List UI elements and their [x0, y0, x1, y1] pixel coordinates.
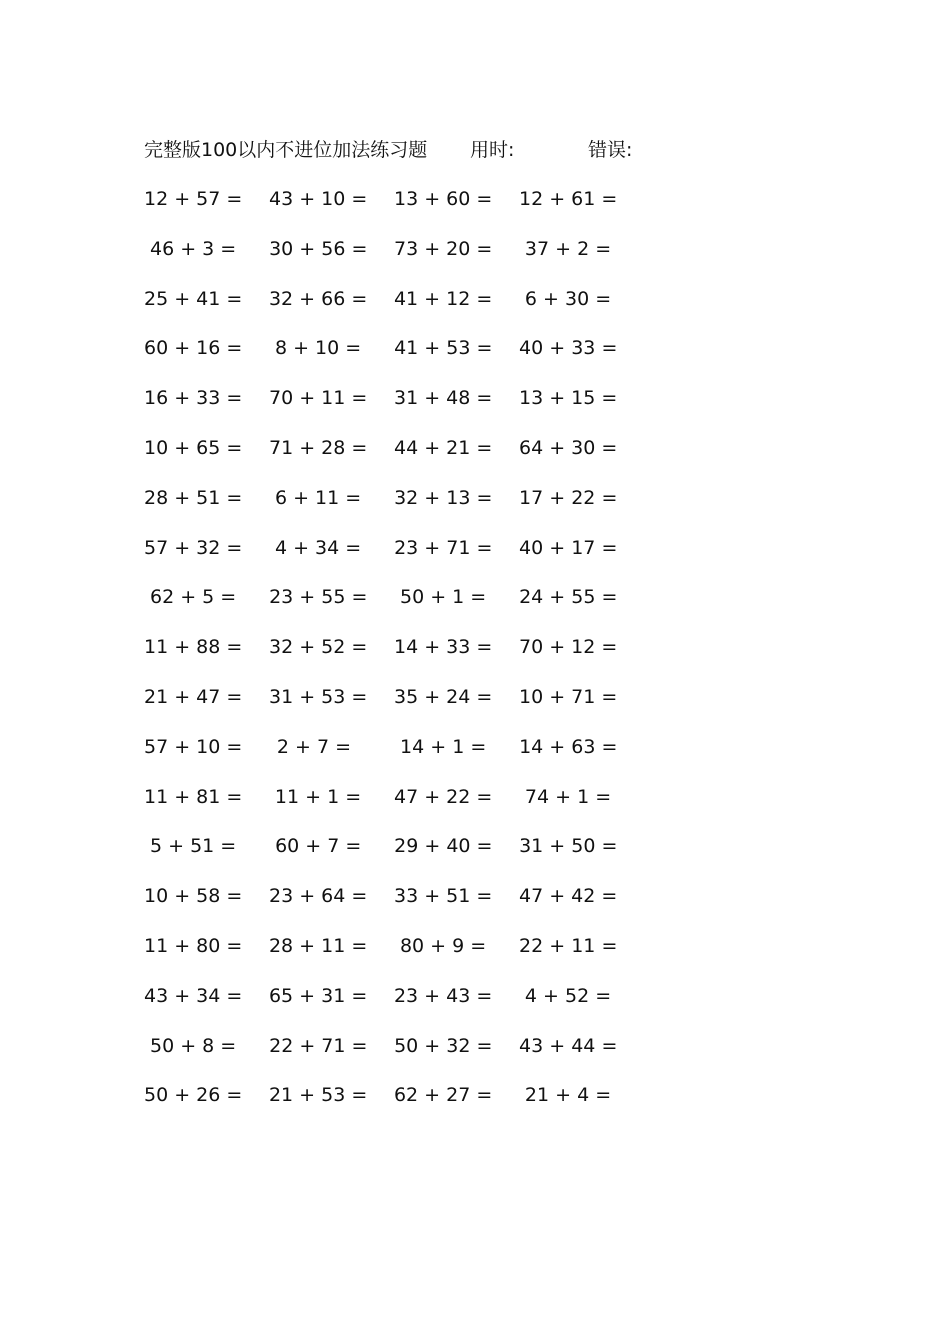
addition-problem: 47 + 42 = [519, 885, 618, 908]
addition-problem: 10 + 71 = [519, 685, 618, 708]
addition-problem: 21 + 4 = [524, 1084, 612, 1107]
addition-problem: 35 + 24 = [394, 685, 493, 708]
problem-row [144, 234, 644, 284]
addition-problem: 50 + 8 = [150, 1034, 237, 1057]
problem-row [144, 881, 644, 931]
addition-problem: 44 + 21 = [394, 436, 493, 459]
addition-problem: 32 + 66 = [268, 287, 368, 310]
addition-problem: 22 + 71 = [269, 1034, 368, 1057]
errors-label: 错误: [588, 139, 633, 161]
addition-problem: 23 + 71 = [394, 536, 493, 559]
addition-problem: 11 + 80 = [144, 934, 243, 957]
addition-problem: 23 + 43 = [393, 984, 493, 1007]
addition-problem: 6 + 11 = [274, 486, 362, 509]
time-used-label: 用时: [470, 139, 515, 161]
addition-problem: 11 + 88 = [144, 636, 243, 659]
addition-problem: 29 + 40 = [394, 835, 493, 858]
addition-problem: 31 + 53 = [269, 685, 368, 708]
addition-problem: 5 + 51 = [150, 835, 237, 858]
addition-problem: 11 + 1 = [274, 785, 362, 808]
addition-problem: 12 + 61 = [519, 188, 618, 210]
addition-problem: 10 + 58 = [144, 885, 243, 908]
problem-row [144, 383, 644, 433]
addition-problem: 46 + 3 = [150, 237, 237, 260]
addition-problem: 28 + 11 = [268, 934, 368, 957]
addition-problem: 80 + 9 = [399, 934, 487, 957]
addition-problem: 14 + 1 = [400, 735, 487, 758]
addition-problem: 32 + 52 = [269, 636, 368, 659]
problem-grid [144, 184, 644, 1130]
problem-row [144, 483, 644, 533]
addition-problem: 74 + 1 = [524, 785, 612, 808]
addition-problem: 43 + 34 = [144, 984, 243, 1007]
addition-problem: 23 + 55 = [269, 586, 368, 609]
addition-problem: 43 + 10 = [269, 188, 368, 210]
problem-row [144, 533, 644, 583]
addition-problem: 24 + 55 = [519, 586, 618, 609]
addition-problem: 50 + 32 = [394, 1034, 493, 1057]
addition-problem: 22 + 11 = [519, 934, 618, 957]
problem-row [144, 782, 644, 832]
addition-problem: 50 + 1 = [400, 586, 487, 609]
addition-problem: 12 + 57 = [144, 188, 243, 210]
problem-row [144, 732, 644, 782]
problem-row [144, 981, 644, 1031]
addition-problem: 4 + 34 = [274, 536, 362, 559]
addition-problem: 30 + 56 = [269, 237, 368, 260]
addition-problem: 73 + 20 = [394, 237, 493, 260]
problem-row [144, 931, 644, 981]
addition-problem: 71 + 28 = [269, 436, 368, 459]
problem-row [144, 184, 644, 234]
addition-problem: 31 + 50 = [519, 835, 618, 858]
addition-problem: 33 + 51 = [394, 885, 493, 908]
addition-problem: 2 + 7 = [276, 735, 352, 758]
problem-row [144, 831, 644, 881]
addition-problem: 31 + 48 = [394, 387, 493, 410]
addition-problem: 40 + 17 = [519, 536, 618, 559]
problem-row [144, 433, 644, 483]
addition-problem: 60 + 16 = [144, 337, 243, 360]
addition-problem: 40 + 33 = [519, 337, 618, 360]
addition-problem: 57 + 32 = [144, 536, 243, 559]
addition-problem: 11 + 81 = [144, 785, 243, 808]
problem-row [144, 333, 644, 383]
addition-problem: 6 + 30 = [524, 287, 612, 310]
addition-problem: 21 + 47 = [144, 685, 243, 708]
addition-problem: 43 + 44 = [519, 1034, 618, 1057]
addition-problem: 17 + 22 = [519, 486, 618, 509]
addition-problem: 70 + 12 = [519, 636, 618, 659]
addition-problem: 13 + 60 = [394, 188, 493, 210]
worksheet-title: 完整版100以内不进位加法练习题 [144, 139, 428, 161]
addition-problem: 32 + 13 = [394, 486, 493, 509]
addition-problem: 62 + 27 = [393, 1084, 493, 1107]
addition-problem: 21 + 53 = [268, 1084, 368, 1107]
problem-row [144, 682, 644, 732]
addition-problem: 25 + 41 = [144, 287, 243, 310]
addition-problem: 60 + 7 = [275, 835, 362, 858]
addition-problem: 23 + 64 = [269, 885, 368, 908]
problem-row [144, 632, 644, 682]
addition-problem: 50 + 26 = [144, 1084, 243, 1107]
addition-problem: 28 + 51 = [144, 486, 243, 509]
addition-problem: 41 + 53 = [394, 337, 493, 360]
addition-problem: 8 + 10 = [274, 337, 362, 360]
addition-problem: 16 + 33 = [144, 387, 243, 410]
addition-problem: 14 + 63 = [519, 735, 618, 758]
problem-row [144, 1031, 644, 1081]
addition-problem: 65 + 31 = [268, 984, 368, 1007]
addition-problem: 70 + 11 = [269, 387, 368, 410]
addition-problem: 10 + 65 = [144, 436, 243, 459]
addition-problem: 13 + 15 = [519, 387, 618, 410]
problem-row [144, 582, 644, 632]
problem-row [144, 1080, 644, 1130]
addition-problem: 14 + 33 = [394, 636, 493, 659]
addition-problem: 41 + 12 = [393, 287, 493, 310]
problem-row [144, 284, 644, 334]
addition-problem: 57 + 10 = [144, 735, 243, 758]
addition-problem: 37 + 2 = [524, 237, 612, 260]
addition-problem: 64 + 30 = [519, 436, 618, 459]
addition-problem: 4 + 52 = [524, 984, 612, 1007]
addition-problem: 62 + 5 = [150, 586, 237, 609]
addition-problem: 47 + 22 = [394, 785, 493, 808]
